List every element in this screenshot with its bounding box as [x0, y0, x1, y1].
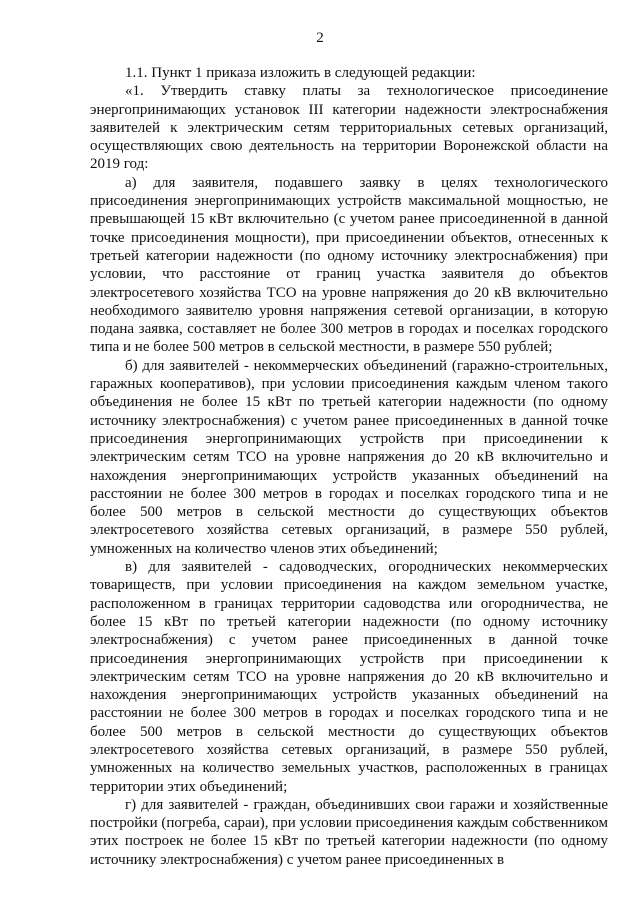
document-body: [90, 64, 608, 869]
paragraph-intro: 1.1. Пункт 1 приказа изложить в следующей редакции:: [125, 65, 476, 81]
paragraph-subitem-b: б) для заявителей - некоммерческих объединений (гаражно-строительных, гаражных кооперативов), при условии присоединения каждым членом такого объединения не более 15 кВт по третьей категории надежности (по одному источнику электроснабжения) с учетом ранее присоединенных в данной точке присоединения энергопринимающих устройств при присоединении к электрическим сетям ТСО на уровне напряжения до 20 кВ включительно и нахождения энергопринимающих устройств указанных объединений на расстоянии не более 300 метров в городах и поселках городского типа и не более 500 метров в сельской местности до существующих объектов электросетевого хозяйства сетевых организаций, в размере 550 рублей, умноженных на количество членов этих объединений;: [90, 357, 608, 557]
page-number: 2: [316, 30, 324, 46]
paragraph-item-1: «1. Утвердить ставку платы за технологическое присоединение энергопринимающих установок III категории надежности электроснабжения заявителей к электрическим сетям территориальных сетевых организаций, осуществляющих свою деятельность на территории Воронежской области на 2019 год:: [90, 83, 608, 173]
paragraph-subitem-a: а) для заявителя, подавшего заявку в целях технологического присоединения энергопринимающих устройств максимальной мощностью, не превышающей 15 кВт включительно (с учетом ранее присоединенной в данной точке присоединения мощности), при присоединении объектов, отнесенных к третьей категории надежности (по одному источнику электроснабжения) при условии, что расстояние от границ участка заявителя до объектов электросетевого хозяйства ТСО на уровне напряжения до 20 кВ включительно необходимого заявителю уровня напряжения сетевой организации, в которую подана заявка, составляет не более 300 метров в городах и поселках городского типа и не более 500 метров в сельской местности, в размере 550 рублей;: [90, 174, 608, 356]
paragraph-subitem-g: г) для заявителей - граждан, объединивших свои гаражи и хозяйственные постройки (погреба, сараи), при условии присоединения каждым собственником этих построек не более 15 кВт по третьей категории надежности (по одному источнику электроснабжения) с учетом ранее присоединенных в: [90, 796, 608, 868]
paragraph-subitem-v: в) для заявителей - садоводческих, огороднических некоммерческих товариществ, при условии присоединения на каждом земельном участке, расположенном в границах территории садоводства или огородничества, не более 15 кВт по третьей категории надежности (по одному источнику электроснабжения) с учетом ранее присоединенных в данной точке присоединения энергопринимающих устройств при присоединении к электрическим сетям ТСО на уровне напряжения до 20 кВ включительно и нахождения энергопринимающих устройств указанных объединений на расстоянии не более 300 метров в городах и поселках городского типа и не более 500 метров в сельской местности до существующих объектов электросетевого хозяйства сетевых организаций, в размере 550 рублей, умноженных на количество земельных участков, расположенных в границах территории этих объединений;: [90, 559, 608, 795]
